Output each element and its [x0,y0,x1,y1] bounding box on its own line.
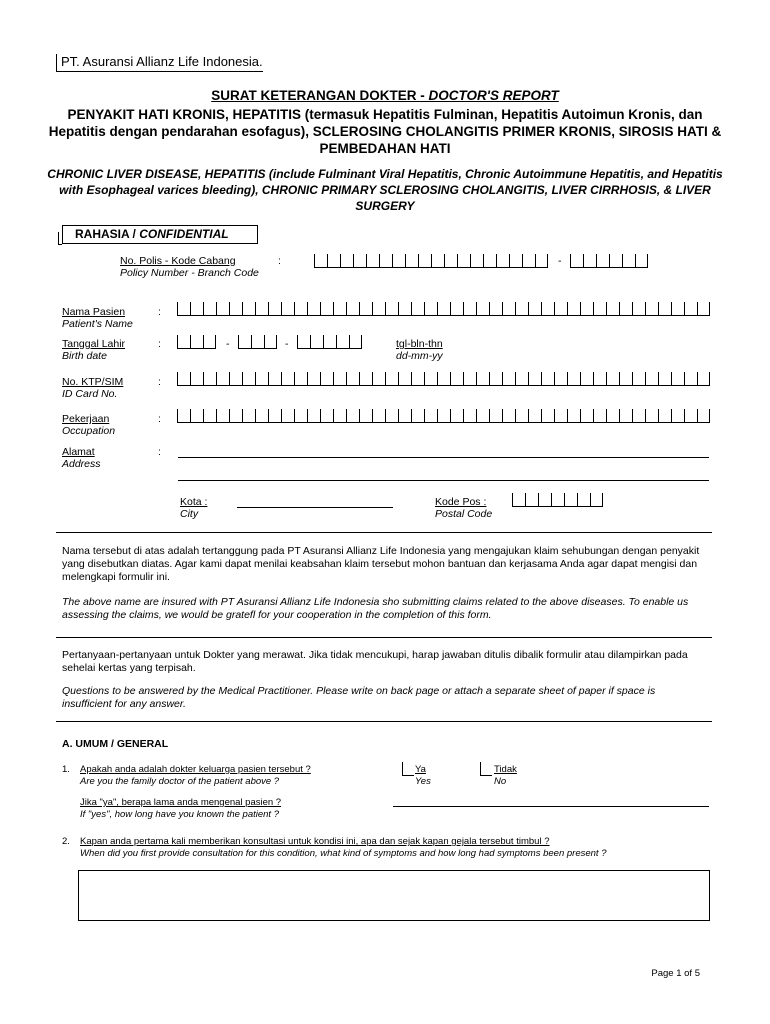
form-title-en: DOCTOR'S REPORT [428,88,559,103]
char-cell[interactable] [476,409,489,423]
char-cell[interactable] [658,409,671,423]
postal-code-label-id: Kode Pos : [435,496,487,508]
char-cell[interactable] [671,409,684,423]
char-cell[interactable] [632,372,645,386]
char-cell[interactable] [606,372,619,386]
char-cell[interactable] [619,409,632,423]
char-cell[interactable] [515,409,528,423]
policy-label-id: No. Polis - Kode Cabang [120,255,236,267]
address-colon: : [158,446,161,458]
char-cell[interactable] [512,493,525,507]
q1-text-en: Are you the family doctor of the patient above ? [80,776,280,787]
char-cell[interactable] [476,302,489,316]
char-cell[interactable] [411,372,424,386]
patient-name-boxes[interactable] [177,302,710,316]
char-cell[interactable] [307,409,320,423]
char-cell[interactable] [551,493,564,507]
char-cell[interactable] [538,493,551,507]
char-cell[interactable] [437,302,450,316]
char-cell[interactable] [528,372,541,386]
divider-2 [56,637,712,638]
char-cell[interactable] [509,254,522,268]
char-cell[interactable] [535,254,548,268]
char-cell[interactable] [398,409,411,423]
occupation-colon: : [158,413,161,425]
char-cell[interactable] [483,254,496,268]
char-cell[interactable] [424,409,437,423]
char-cell[interactable] [297,335,310,349]
char-cell[interactable] [385,302,398,316]
char-cell[interactable] [385,372,398,386]
char-cell[interactable] [268,409,281,423]
char-cell[interactable] [411,302,424,316]
birth-date-format-en: dd-mm-yy [396,350,443,362]
intro-paragraph-id: Nama tersebut di atas adalah tertanggung pada PT Asuransi Allianz Life Indonesia yang mengajukan klaim sehubungan dengan penyakit yang disebutkan diatas. Agar kami dapat menilai keabsahan klaim tersebut mohon bantuan dan kerjasama Anda agar dapat mengisi dan melengkapi formulir ini. [62,545,700,583]
policy-number-boxes[interactable] [314,254,548,268]
char-cell[interactable] [333,372,346,386]
address-line-1[interactable] [178,457,709,458]
patient-name-colon: : [158,306,161,318]
char-cell[interactable] [697,302,710,316]
birth-date-colon: : [158,338,161,350]
char-cell[interactable] [307,372,320,386]
char-cell[interactable] [320,409,333,423]
intro-paragraph-en: The above name are insured with PT Asuransi Allianz Life Indonesia sho submitting claims related to the above diseases. To enable us assessing the claims, we would be gratefl for your cooperation in the completion of this form. [62,596,689,621]
char-cell[interactable] [619,302,632,316]
char-cell[interactable] [444,254,457,268]
char-cell[interactable] [346,302,359,316]
char-cell[interactable] [366,254,379,268]
birth-date-label-en: Birth date [62,350,107,362]
char-cell[interactable] [528,409,541,423]
confidential-label-en: CONFIDENTIAL [139,227,229,241]
char-cell[interactable] [349,335,362,349]
q1-no-checkbox[interactable] [480,762,492,776]
char-cell[interactable] [327,254,340,268]
char-cell[interactable] [353,254,366,268]
form-subtitle-en: CHRONIC LIVER DISEASE, HEPATITIS (include Fulminant Viral Hepatitis, Chronic Autoimmune Hepatitis, and Hepatitis with Esophageal varices bleeding), CHRONIC PRIMARY SCLEROSING CHOLANGITIS, LIVER CIRRHOSIS, & LIVER SURGERY [47,167,723,213]
char-cell[interactable] [190,372,203,386]
address-label-en: Address [62,458,101,470]
birth-date-label [62,338,125,362]
char-cell[interactable] [515,372,528,386]
char-cell[interactable] [489,302,502,316]
q1b-answer-line[interactable] [393,806,709,807]
char-cell[interactable] [323,335,336,349]
char-cell[interactable] [632,302,645,316]
divider-3 [56,721,712,722]
q1-yes-label [415,764,431,788]
char-cell[interactable] [281,302,294,316]
q1-yes-checkbox[interactable] [402,762,414,776]
patient-name-label-en: Patient's Name [62,318,133,330]
char-cell[interactable] [294,372,307,386]
char-cell[interactable] [570,254,583,268]
char-cell[interactable] [255,372,268,386]
char-cell[interactable] [671,302,684,316]
char-cell[interactable] [697,409,710,423]
char-cell[interactable] [541,302,554,316]
q2-text [80,836,606,860]
char-cell[interactable] [314,254,327,268]
form-subtitle-id: PENYAKIT HATI KRONIS, HEPATITIS (termasuk Hepatitis Fulminan, Hepatitis Autoimun Kronis, dan Hepatitis dengan pendarahan esofagus), SCLEROSING CHOLANGITIS PRIMER KRONIS, SIROSIS HATI & PEMBEDAHAN HATI [48,107,722,156]
char-cell[interactable] [619,372,632,386]
id-card-label [62,376,123,400]
char-cell[interactable] [502,409,515,423]
char-cell[interactable] [596,254,609,268]
q1-yes-label-id: Ya [415,764,426,775]
postal-code-boxes[interactable] [512,493,603,507]
char-cell[interactable] [359,372,372,386]
char-cell[interactable] [567,372,580,386]
city-field[interactable] [237,507,393,508]
char-cell[interactable] [496,254,509,268]
char-cell[interactable] [203,335,216,349]
char-cell[interactable] [489,372,502,386]
char-cell[interactable] [320,372,333,386]
id-card-label-id: No. KTP/SIM [62,376,124,388]
char-cell[interactable] [671,372,684,386]
char-cell[interactable] [609,254,622,268]
char-cell[interactable] [622,254,635,268]
id-card-boxes[interactable] [177,372,710,386]
char-cell[interactable] [528,302,541,316]
char-cell[interactable] [424,302,437,316]
q1b-text-en: If "yes", how long have you known the patient ? [80,809,279,820]
city-label [180,496,207,520]
char-cell[interactable] [593,409,606,423]
char-cell[interactable] [476,372,489,386]
city-label-en: City [180,508,199,520]
char-cell[interactable] [583,254,596,268]
form-title-id: SURAT KETERANGAN DOKTER - [211,88,429,103]
char-cell[interactable] [398,302,411,316]
section-a-title: A. UMUM / GENERAL [62,738,169,750]
q2-text-id: Kapan anda pertama kali memberikan konsultasi untuk kondisi ini, apa dan sejak kapan gejala tersebut timbul ? [80,836,550,847]
birth-date-format-id: tgl-bln-thn [396,338,443,350]
char-cell[interactable] [645,372,658,386]
char-cell[interactable] [697,372,710,386]
char-cell[interactable] [372,302,385,316]
char-cell[interactable] [336,335,349,349]
char-cell[interactable] [525,493,538,507]
char-cell[interactable] [541,372,554,386]
char-cell[interactable] [450,372,463,386]
char-cell[interactable] [229,372,242,386]
char-cell[interactable] [177,335,190,349]
char-cell[interactable] [658,302,671,316]
birth-day-boxes[interactable] [177,335,216,349]
char-cell[interactable] [359,409,372,423]
char-cell[interactable] [190,409,203,423]
char-cell[interactable] [457,254,470,268]
policy-label [120,255,259,279]
char-cell[interactable] [203,409,216,423]
policy-colon: : [278,255,281,267]
char-cell[interactable] [606,302,619,316]
birth-month-boxes[interactable] [238,335,277,349]
instructions-id: Pertanyaan-pertanyaan untuk Dokter yang merawat. Jika tidak mencukupi, harap jawaban ditulis dibalik formulir atau dilampirkan pada sehelai kertas yang terpisah. [62,649,688,674]
char-cell[interactable] [645,302,658,316]
occupation-label-id: Pekerjaan [62,413,110,425]
char-cell[interactable] [203,372,216,386]
postal-code-label [435,496,492,520]
address-label-id: Alamat [62,446,95,458]
char-cell[interactable] [593,372,606,386]
char-cell[interactable] [431,254,444,268]
occupation-boxes[interactable] [177,409,710,423]
char-cell[interactable] [320,302,333,316]
birth-date-dash-1: - [226,338,230,350]
char-cell[interactable] [635,254,648,268]
char-cell[interactable] [554,409,567,423]
q1-text [80,764,311,788]
char-cell[interactable] [437,372,450,386]
char-cell[interactable] [684,372,697,386]
policy-dash: - [558,255,562,267]
q1-yes-label-en: Yes [415,776,431,787]
char-cell[interactable] [203,302,216,316]
char-cell[interactable] [577,493,590,507]
char-cell[interactable] [216,302,229,316]
char-cell[interactable] [554,302,567,316]
char-cell[interactable] [385,409,398,423]
char-cell[interactable] [177,372,190,386]
char-cell[interactable] [632,409,645,423]
city-label-id: Kota : [180,496,208,508]
char-cell[interactable] [470,254,483,268]
char-cell[interactable] [450,409,463,423]
char-cell[interactable] [242,372,255,386]
company-name: PT. Asuransi Allianz Life Indonesia. [56,54,263,72]
occupation-label-en: Occupation [62,425,116,437]
char-cell[interactable] [281,409,294,423]
patient-name-label-id: Nama Pasien [62,306,126,318]
char-cell[interactable] [268,372,281,386]
confidential-box [62,225,258,244]
char-cell[interactable] [522,254,535,268]
char-cell[interactable] [463,409,476,423]
char-cell[interactable] [567,302,580,316]
char-cell[interactable] [333,409,346,423]
char-cell[interactable] [281,372,294,386]
char-cell[interactable] [684,409,697,423]
policy-label-en: Policy Number - Branch Code [120,267,259,279]
char-cell[interactable] [190,335,203,349]
char-cell[interactable] [580,302,593,316]
char-cell[interactable] [593,302,606,316]
char-cell[interactable] [515,302,528,316]
char-cell[interactable] [216,372,229,386]
char-cell[interactable] [437,409,450,423]
char-cell[interactable] [190,302,203,316]
patient-name-label [62,306,133,330]
char-cell[interactable] [418,254,431,268]
postal-code-label-en: Postal Code [435,508,493,520]
char-cell[interactable] [372,409,385,423]
char-cell[interactable] [392,254,405,268]
char-cell[interactable] [658,372,671,386]
birth-date-label-id: Tanggal Lahir [62,338,126,350]
char-cell[interactable] [177,409,190,423]
occupation-label [62,413,115,437]
char-cell[interactable] [340,254,353,268]
char-cell[interactable] [606,409,619,423]
char-cell[interactable] [398,372,411,386]
char-cell[interactable] [489,409,502,423]
id-card-colon: : [158,376,161,388]
char-cell[interactable] [541,409,554,423]
char-cell[interactable] [590,493,603,507]
char-cell[interactable] [268,302,281,316]
char-cell[interactable] [310,335,323,349]
char-cell[interactable] [379,254,392,268]
address-label [62,446,101,470]
char-cell[interactable] [411,409,424,423]
char-cell[interactable] [346,409,359,423]
char-cell[interactable] [463,372,476,386]
char-cell[interactable] [346,372,359,386]
char-cell[interactable] [684,302,697,316]
q2-text-en: When did you first provide consultation for this condition, what kind of symptoms and how long had symptoms been present ? [80,848,607,859]
char-cell[interactable] [463,302,476,316]
char-cell[interactable] [333,302,346,316]
confidential-label: RAHASIA / [75,227,140,241]
address-line-2[interactable] [178,480,709,481]
birth-date-dash-2: - [285,338,289,350]
page-number: Page 1 of 5 [651,968,700,979]
char-cell[interactable] [450,302,463,316]
id-card-label-en: ID Card No. [62,388,118,400]
char-cell[interactable] [502,302,515,316]
q1b-text [80,797,281,821]
char-cell[interactable] [229,302,242,316]
q1b-text-id: Jika "ya", berapa lama anda mengenal pasien ? [80,797,282,808]
instructions-en: Questions to be answered by the Medical Practitioner. Please write on back page or attach a separate sheet of paper if space is insufficient for any answer. [62,685,656,710]
char-cell[interactable] [502,372,515,386]
char-cell[interactable] [242,302,255,316]
char-cell[interactable] [307,302,320,316]
char-cell[interactable] [424,372,437,386]
char-cell[interactable] [645,409,658,423]
q2-answer-box[interactable] [78,870,710,921]
q1-text-id: Apakah anda adalah dokter keluarga pasien tersebut ? [80,764,311,775]
birth-date-format [396,338,443,362]
char-cell[interactable] [255,302,268,316]
char-cell[interactable] [242,409,255,423]
q1-no-label-en: No [494,776,507,787]
char-cell[interactable] [567,409,580,423]
birth-year-boxes[interactable] [297,335,362,349]
char-cell[interactable] [564,493,577,507]
char-cell[interactable] [251,335,264,349]
char-cell[interactable] [177,302,190,316]
char-cell[interactable] [554,372,567,386]
char-cell[interactable] [405,254,418,268]
char-cell[interactable] [229,409,242,423]
q1-no-label-id: Tidak [494,764,517,775]
q1-number: 1. [62,764,70,775]
char-cell[interactable] [580,372,593,386]
char-cell[interactable] [216,409,229,423]
char-cell[interactable] [580,409,593,423]
char-cell[interactable] [372,372,385,386]
branch-code-boxes[interactable] [570,254,648,268]
char-cell[interactable] [294,302,307,316]
char-cell[interactable] [294,409,307,423]
form-title [40,88,730,103]
q2-number: 2. [62,836,70,847]
q1-no-label [494,764,517,788]
divider-1 [56,532,712,533]
char-cell[interactable] [238,335,251,349]
char-cell[interactable] [359,302,372,316]
char-cell[interactable] [264,335,277,349]
char-cell[interactable] [255,409,268,423]
